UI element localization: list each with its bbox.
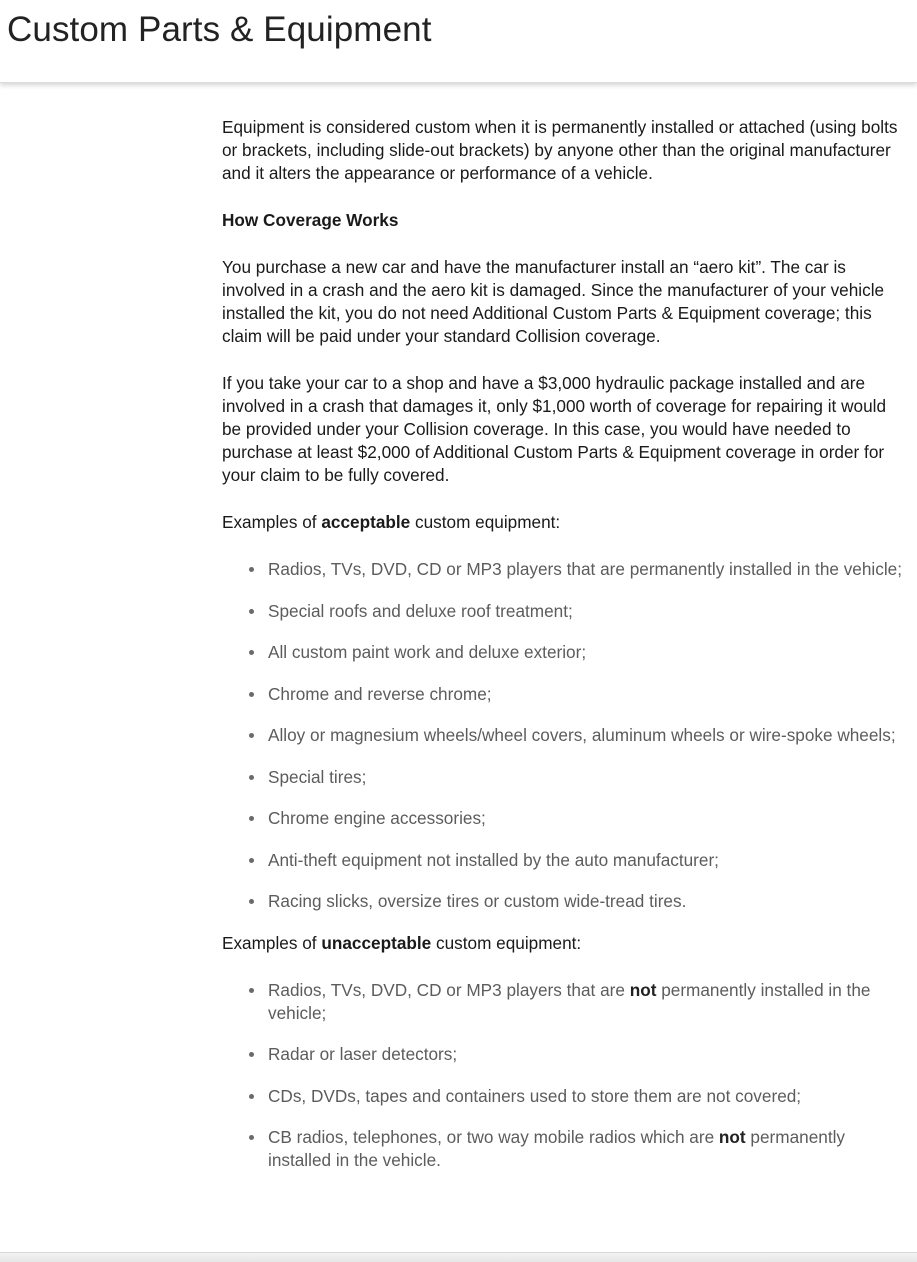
page-header (0, 0, 917, 83)
list-item: All custom paint work and deluxe exterior; (268, 641, 904, 664)
acceptable-intro (222, 511, 904, 534)
item-text: permanently installed in the vehicle. (268, 1127, 846, 1170)
unacceptable-intro-prefix: Examples of (222, 932, 322, 953)
item-text: Radios, TVs, DVD, CD or MP3 players that are (268, 979, 630, 1000)
list-item: Anti-theft equipment not installed by the auto manufacturer; (268, 849, 904, 872)
page-title: Custom Parts & Equipment (7, 10, 432, 49)
unacceptable-keyword: unacceptable (321, 932, 432, 953)
intro-paragraph: Equipment is considered custom when it is permanently installed or attached (using bolts or brackets, including slide-out brackets) by anyone other than the original manufacturer and it alters the appearance or performance of a vehicle. (222, 117, 898, 183)
unacceptable-list (222, 979, 904, 1173)
list-item: Alloy or magnesium wheels/wheel covers, aluminum wheels or wire-spoke wheels; (268, 724, 904, 747)
list-item: Chrome and reverse chrome; (268, 683, 904, 706)
coverage-example-2: If you take your car to a shop and have a $3,000 hydraulic package installed and are involved in a crash that damages it, only $1,000 worth of coverage for repairing it would be provided under your Collision coverage. In this case, you would have needed to purchase at least $2,000 of Additional Custom Parts & Equipment coverage in order for your claim to be fully covered. (222, 373, 887, 485)
acceptable-list (222, 558, 904, 913)
list-item: Special roofs and deluxe roof treatment; (268, 600, 904, 623)
item-text: CB radios, telephones, or two way mobile radios which are (268, 1127, 719, 1147)
acceptable-intro-prefix: Examples of (222, 512, 322, 532)
emphasis-not: not (718, 1127, 746, 1147)
emphasis-not: not (629, 979, 657, 1000)
section-heading: How Coverage Works (222, 210, 399, 230)
article-content (222, 116, 904, 1191)
acceptable-intro-suffix: custom equipment: (410, 512, 561, 532)
list-item: Special tires; (268, 766, 904, 789)
coverage-example-1: You purchase a new car and have the manufacturer install an “aero kit”. The car is involved in a crash and the aero kit is damaged. Since the manufacturer of your vehicle installed the kit, you do not need Additional Custom Parts & Equipment coverage; this claim will be paid under your standard Collision coverage. (222, 257, 885, 346)
list-item: Chrome engine accessories; (268, 807, 904, 830)
unacceptable-intro (222, 932, 904, 955)
acceptable-keyword: acceptable (321, 512, 411, 532)
list-item (268, 979, 904, 1025)
list-item: Racing slicks, oversize tires or custom wide-tread tires. (268, 890, 904, 913)
list-item: CDs, DVDs, tapes and containers used to store them are not covered; (268, 1085, 904, 1108)
item-text: permanently installed in the vehicle; (268, 979, 871, 1023)
list-item: Radar or laser detectors; (268, 1043, 904, 1066)
list-item: Radios, TVs, DVD, CD or MP3 players that are permanently installed in the vehicle; (268, 559, 902, 579)
list-item (268, 1126, 904, 1172)
unacceptable-intro-suffix: custom equipment: (431, 932, 582, 953)
